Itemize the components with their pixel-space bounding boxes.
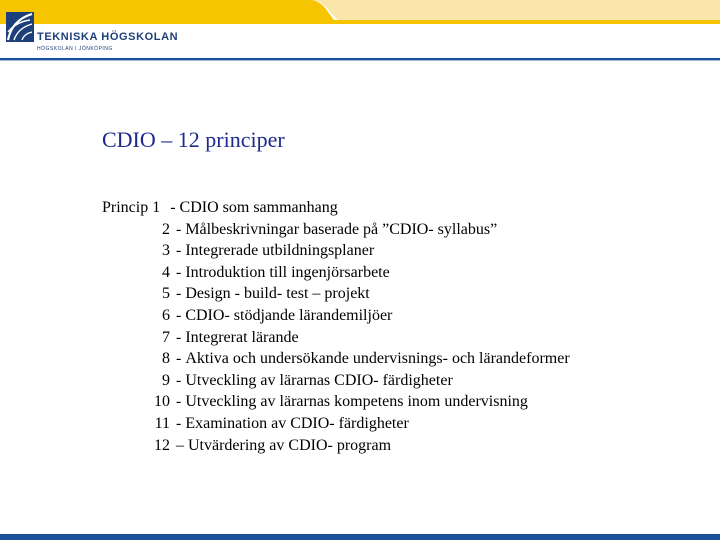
- principle-separator: -: [170, 199, 176, 216]
- principles-list: [102, 197, 570, 456]
- principle-separator: -: [176, 350, 182, 368]
- principle-text: Utvärdering av CDIO- program: [188, 436, 392, 454]
- principle-number: 5: [162, 285, 170, 303]
- list-item: [102, 435, 570, 457]
- list-item: [102, 305, 570, 327]
- principle-text: Aktiva och undersökande undervisnings- och lärandeformer: [185, 350, 570, 368]
- principle-text: CDIO- stödjande lärandemiljöer: [185, 306, 393, 324]
- list-item: [102, 370, 570, 392]
- slide-title: CDIO – 12 principer: [102, 127, 285, 152]
- principle-separator: -: [176, 306, 182, 324]
- principle-separator: -: [176, 393, 182, 411]
- principle-text: Målbeskrivningar baserade på ”CDIO- syllabus”: [185, 220, 498, 238]
- principle-number: 6: [162, 306, 170, 324]
- principle-text: Utveckling av lärarnas CDIO- färdigheter: [185, 371, 453, 389]
- principle-separator: -: [176, 263, 182, 281]
- list-item: [102, 283, 570, 305]
- principle-text: CDIO som sammanhang: [179, 199, 338, 216]
- principle-text: Introduktion till ingenjörsarbete: [185, 263, 390, 281]
- principle-separator: -: [176, 414, 182, 432]
- principle-text: Integrerat lärande: [185, 328, 299, 346]
- principle-separator: -: [176, 371, 182, 389]
- principle-number: 12: [154, 436, 170, 454]
- list-item: [102, 413, 570, 435]
- list-item: [102, 262, 570, 284]
- bottom-bar: [0, 534, 720, 540]
- principle-text: Examination av CDIO- färdigheter: [185, 414, 409, 432]
- list-item: [102, 197, 570, 219]
- principle-number: 2: [162, 220, 170, 238]
- principle-number: Princip 1: [102, 199, 161, 216]
- principle-number: 4: [162, 263, 170, 281]
- principle-number: 3: [162, 242, 170, 260]
- principle-separator: –: [176, 436, 184, 454]
- principle-number: 10: [154, 393, 170, 411]
- principle-number: 9: [162, 371, 170, 389]
- principle-text: Utveckling av lärarnas kompetens inom undervisning: [185, 393, 528, 411]
- principle-number: 11: [154, 414, 170, 432]
- principle-text: Design - build- test – projekt: [185, 285, 370, 303]
- list-item: [102, 240, 570, 262]
- list-item: [102, 327, 570, 349]
- brand-name: TEKNISKA HÖGSKOLAN: [37, 31, 179, 43]
- principle-number: 8: [162, 350, 170, 368]
- principle-text: Integrerade utbildningsplaner: [185, 242, 375, 260]
- header-bar: [0, 0, 720, 62]
- principle-number: 7: [162, 328, 170, 346]
- list-item: [102, 219, 570, 241]
- principle-separator: -: [176, 285, 182, 303]
- principle-separator: -: [176, 328, 182, 346]
- list-item: [102, 391, 570, 413]
- brand-subtitle: HÖGSKOLAN I JÖNKÖPING: [37, 46, 113, 52]
- principle-separator: -: [176, 242, 182, 260]
- logo-icon: [6, 12, 34, 42]
- principle-separator: -: [176, 220, 182, 238]
- list-item: [102, 348, 570, 370]
